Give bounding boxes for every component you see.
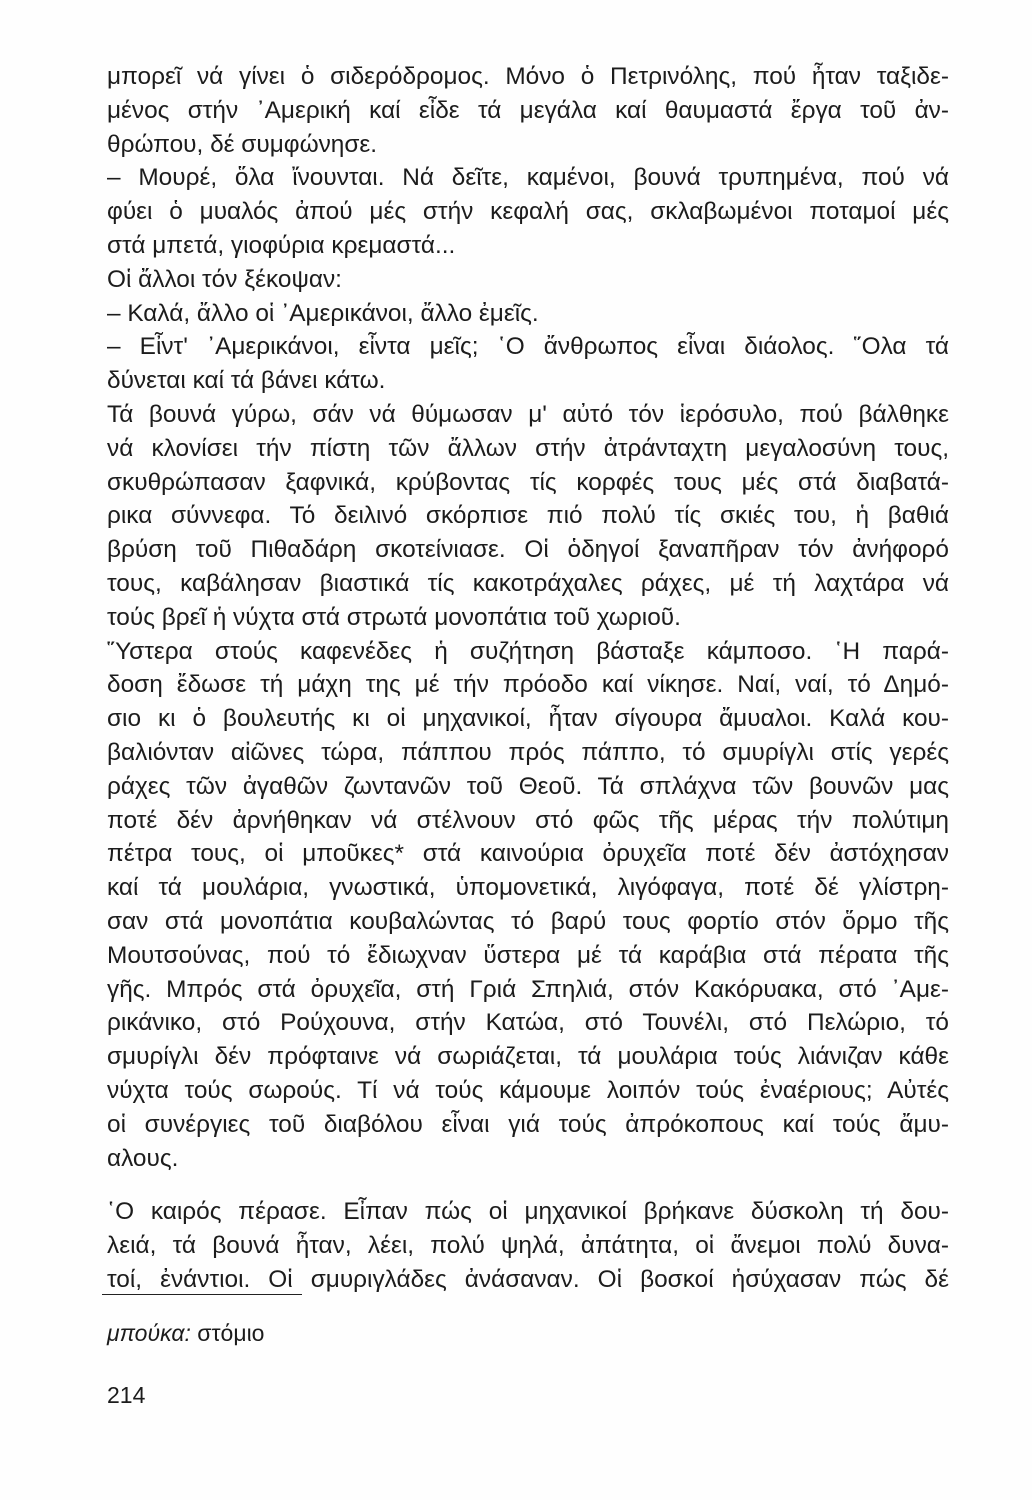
text-line: ῞Υστερα στούς καφενέδες ἡ συζήτηση βάσταξε κάμποσο. ῾Η παρά- [107,637,949,665]
text-line: μένος στήν ᾿Αμερική καί εἶδε τά μεγάλα καί θαυμαστά ἔργα τοῦ ἀν- [107,96,949,124]
text-line: στά μπετά, γιοφύρια κρεμαστά... [107,231,456,259]
text-line: – Μουρέ, ὅλα ἴνουνται. Νά δεῖτε, καμένοι, βουνά τρυπημένα, πού νά [107,164,949,192]
text-line: βαλιόνταν αἰῶνες τώρα, πάππου πρός πάππο, τό σμυρίγλι στίς γερές [107,738,949,766]
body-text [107,60,949,1297]
text-line: μπορεῖ νά γίνει ὁ σιδερόδρομος. Μόνο ὁ Πετρινόλης, πού ἦταν ταξιδε- [107,63,949,90]
footnote [107,1320,264,1347]
text-line: σμυρίγλι δέν πρόφταινε νά σωριάζεται, τά μουλάρια τούς λιάνιζαν κάθε [107,1043,949,1071]
text-line: Τά βουνά γύρω, σάν νά θύμωσαν μ' αὐτό τόν ἱερόσυλο, πού βάλθηκε [107,400,949,428]
text-line: πέτρα τους, οἱ μποῦκες* στά καινούρια ὀρυχεῖα ποτέ δέν ἀστόχησαν [107,840,949,868]
text-line: σιο κι ὁ βουλευτής κι οἱ μηχανικοί, ἦταν σίγουρα ἄμυαλοι. Καλά κου- [107,705,949,733]
text-line: γῆς. Μπρός στά ὀρυχεῖα, στή Γριά Σπηλιά, στόν Κακόρυακα, στό ᾿Αμε- [107,975,949,1003]
text-line: θρώπου, δέ συμφώνησε. [107,130,378,158]
text-line: Μουτσούνας, πού τό ἔδιωχναν ὕστερα μέ τά καράβια στά πέρατα τῆς [107,941,949,969]
text-line: – Εἶντ' ᾿Αμερικάνοι, εἶντα μεῖς; ῾Ο ἄνθρωπος εἶναι διάολος. ῞Ολα τά [107,333,949,361]
text-line: νύχτα τούς σωρούς. Τί νά τούς κάμουμε λοιπόν τούς ἐναέριους; Αὐτές [107,1076,949,1104]
footnote-separator [102,1294,302,1295]
text-line: νά κλονίσει τήν πίστη τῶν ἄλλων στήν ἀτράνταχτη μεγαλοσύνη τους, [107,434,949,462]
text-line: δύνεται καί τά βάνει κάτω. [107,367,386,395]
text-line: – Καλά, ἄλλο οἱ ᾿Αμερικάνοι, ἄλλο ἐμεῖς. [107,299,539,327]
text-line: οἱ συνέργιες τοῦ διαβόλου εἶναι γιά τούς ἀπρόκοπους καί τούς ἄμυ- [107,1110,949,1138]
text-line: αλους. [107,1144,179,1172]
text-line: τους, καβάλησαν βιαστικά τίς κακοτράχαλες ράχες, μέ τή λαχτάρα νά [107,569,949,597]
text-line: βρύση τοῦ Πιθαδάρη σκοτείνιασε. Οἱ ὁδηγοί ξαναπῆραν τόν ἀνήφορό [107,536,949,564]
text-line: Οἱ ἄλλοι τόν ξέκοψαν: [107,265,342,293]
footnote-definition: στόμιο [197,1320,265,1346]
text-line: δοση ἔδωσε τή μάχη της μέ τήν πρόοδο καί νίκησε. Ναί, ναί, τό Δημό- [107,671,949,699]
text-line: σαν στά μονοπάτια κουβαλώντας τό βαρύ τους φορτίο στόν ὅρμο τῆς [107,907,949,935]
text-line: ράχες τῶν ἀγαθῶν ζωντανῶν τοῦ Θεοῦ. Τά σπλάχνα τῶν βουνῶν μας [107,772,949,800]
text-line: λειά, τά βουνά ἦταν, λέει, πολύ ψηλά, ἀπάτητα, οἱ ἄνεμοι πολύ δυνα- [107,1232,949,1260]
text-line: ρικα σύννεφα. Τό δειλινό σκόρπισε πιό πολύ τίς σκιές του, ἡ βαθιά [107,502,949,530]
text-line: σκυθρώπασαν ξαφνικά, κρύβοντας τίς κορφές τους μές στά διαβατά- [107,468,949,496]
text-line: ῾Ο καιρός πέρασε. Εἶπαν πώς οἱ μηχανικοί βρήκανε δύσκολη τή δου- [107,1198,949,1226]
paragraph-gap [107,1175,949,1195]
page-number: 214 [107,1382,146,1408]
text-line: τοί, ἐνάντιοι. Οἱ σμυριγλάδες ἀνάσαναν. Οἱ βοσκοί ἡσύχασαν πώς δέ [107,1265,949,1293]
text-line: ρικάνικο, στό Ρούχουνα, στήν Κατώα, στό Τουνέλι, στό Πελώριο, τό [107,1009,949,1037]
text-line: φύει ὁ μυαλός ἀπού μές στήν κεφαλή σας, σκλαβωμένοι ποταμοί μές [107,198,949,226]
text-line: τούς βρεῖ ἡ νύχτα στά στρωτά μονοπάτια τοῦ χωριοῦ. [107,603,681,631]
footnote-term: μπούκα: [107,1320,191,1346]
text-line: ποτέ δέν ἀρνήθηκαν νά στέλνουν στό φῶς τῆς μέρας τήν πολύτιμη [107,806,949,834]
text-line: καί τά μουλάρια, γνωστικά, ὑπομονετικά, λιγόφαγα, ποτέ δέ γλίστρη- [107,874,949,902]
